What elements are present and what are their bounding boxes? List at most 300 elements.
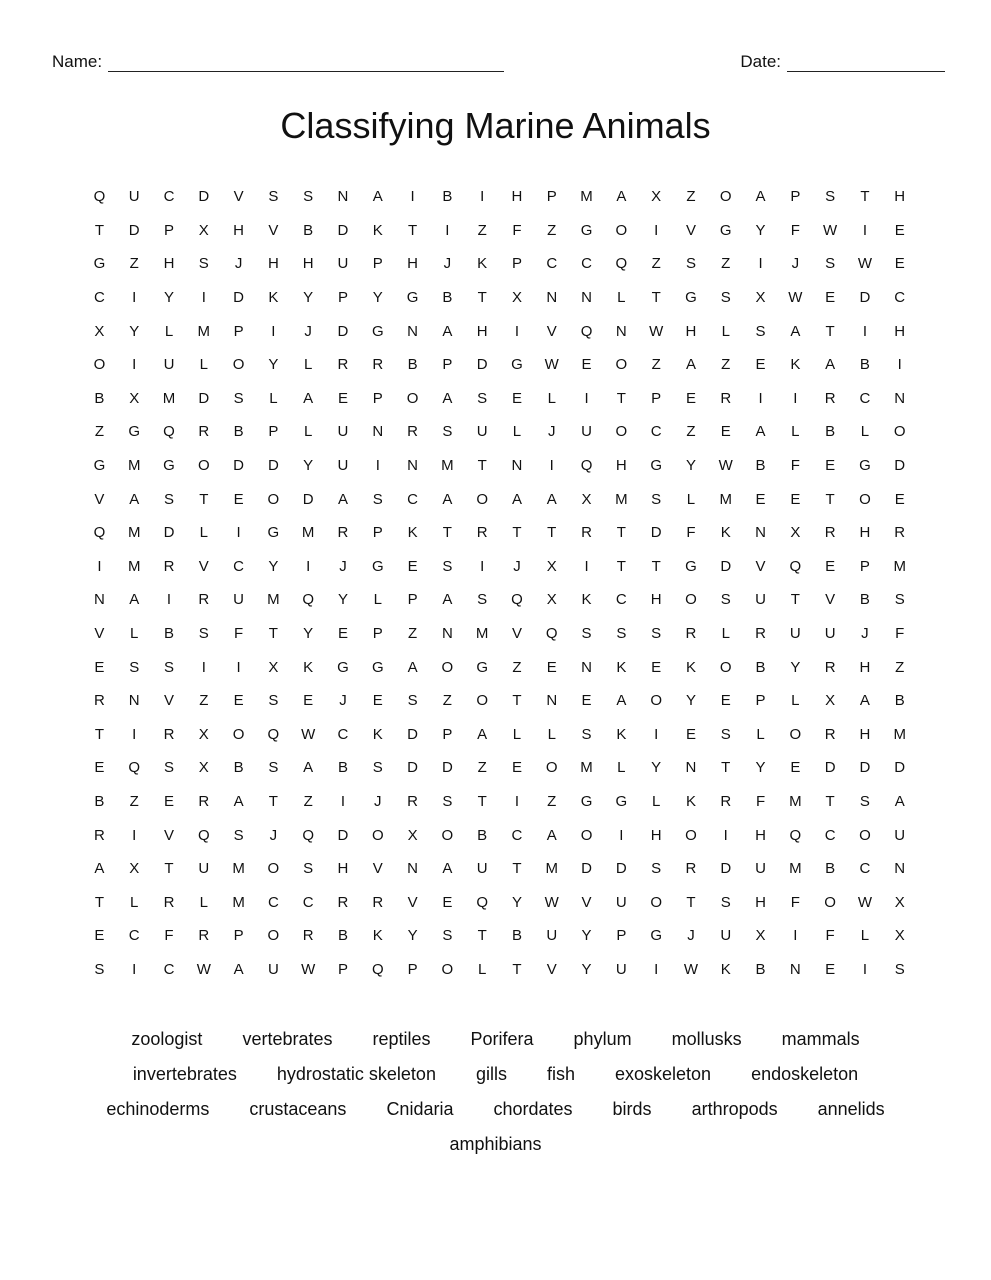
grid-letter[interactable]: B xyxy=(233,423,244,441)
grid-letter[interactable]: A xyxy=(407,658,418,676)
grid-letter[interactable]: F xyxy=(164,927,174,945)
grid-letter[interactable]: Y xyxy=(651,759,662,777)
grid-letter[interactable]: Q xyxy=(545,625,558,643)
grid-letter[interactable]: I xyxy=(480,557,485,575)
grid-letter[interactable]: A xyxy=(303,389,314,407)
grid-letter[interactable]: J xyxy=(443,255,452,273)
grid-letter[interactable]: K xyxy=(372,725,383,743)
grid-letter[interactable]: K xyxy=(477,255,488,273)
grid-letter[interactable]: W xyxy=(544,356,559,374)
grid-letter[interactable]: N xyxy=(755,524,766,542)
grid-letter[interactable]: D xyxy=(407,725,418,743)
grid-letter[interactable]: K xyxy=(616,725,627,743)
grid-letter[interactable]: V xyxy=(511,625,522,643)
grid-letter[interactable]: D xyxy=(198,389,210,407)
grid-letter[interactable]: N xyxy=(894,860,906,878)
grid-letter[interactable]: L xyxy=(199,524,208,542)
grid-letter[interactable]: O xyxy=(789,725,802,743)
grid-letter[interactable]: H xyxy=(859,658,871,676)
grid-letter[interactable]: O xyxy=(615,423,628,441)
grid-letter[interactable]: Z xyxy=(94,423,104,441)
grid-letter[interactable]: M xyxy=(127,457,141,475)
grid-letter[interactable]: O xyxy=(93,356,106,374)
grid-letter[interactable]: F xyxy=(512,221,522,239)
grid-letter[interactable]: I xyxy=(445,221,450,239)
grid-letter[interactable]: B xyxy=(94,792,105,810)
grid-letter[interactable]: A xyxy=(685,356,696,374)
grid-letter[interactable]: E xyxy=(894,255,905,273)
grid-letter[interactable]: H xyxy=(337,860,349,878)
grid-letter[interactable]: H xyxy=(859,725,871,743)
grid-letter[interactable]: E xyxy=(337,389,348,407)
grid-letter[interactable]: O xyxy=(615,221,628,239)
grid-letter[interactable]: W xyxy=(823,221,838,239)
grid-letter[interactable]: B xyxy=(303,221,314,239)
grid-letter[interactable]: I xyxy=(480,188,485,206)
grid-letter[interactable]: P xyxy=(407,960,418,978)
grid-letter[interactable]: S xyxy=(163,490,174,508)
grid-letter[interactable]: L xyxy=(199,893,208,911)
grid-letter[interactable]: R xyxy=(824,389,836,407)
grid-letter[interactable]: I xyxy=(97,557,102,575)
grid-letter[interactable]: X xyxy=(790,524,801,542)
grid-letter[interactable]: U xyxy=(720,927,732,945)
grid-letter[interactable]: M xyxy=(267,591,280,609)
grid-letter[interactable]: S xyxy=(720,289,731,307)
grid-letter[interactable]: Y xyxy=(511,893,522,911)
grid-letter[interactable]: I xyxy=(862,322,868,340)
grid-letter[interactable]: V xyxy=(233,188,244,206)
grid-letter[interactable]: C xyxy=(894,289,906,307)
grid-letter[interactable]: U xyxy=(476,860,488,878)
grid-letter[interactable]: N xyxy=(128,692,140,710)
grid-letter[interactable]: T xyxy=(477,289,487,307)
grid-letter[interactable]: N xyxy=(372,423,384,441)
grid-letter[interactable]: O xyxy=(441,960,454,978)
grid-letter[interactable]: N xyxy=(789,960,801,978)
grid-letter[interactable]: H xyxy=(650,826,662,844)
grid-letter[interactable]: A xyxy=(616,188,627,206)
grid-letter[interactable]: E xyxy=(720,692,731,710)
grid-letter[interactable]: C xyxy=(581,255,592,273)
grid-letter[interactable]: Z xyxy=(547,221,557,239)
grid-letter[interactable]: O xyxy=(232,725,245,743)
grid-letter[interactable]: R xyxy=(685,625,697,643)
grid-letter[interactable]: P xyxy=(755,692,766,710)
grid-letter[interactable]: T xyxy=(860,188,870,206)
grid-letter[interactable]: R xyxy=(337,356,349,374)
grid-letter[interactable]: D xyxy=(859,759,871,777)
grid-letter[interactable]: R xyxy=(337,893,349,911)
grid-letter[interactable]: I xyxy=(549,457,554,475)
grid-letter[interactable]: T xyxy=(164,860,174,878)
grid-letter[interactable]: J xyxy=(791,255,800,273)
grid-letter[interactable]: L xyxy=(304,356,313,374)
grid-letter[interactable]: Y xyxy=(163,289,174,307)
grid-letter[interactable]: O xyxy=(545,759,558,777)
grid-letter[interactable]: D xyxy=(233,289,244,307)
grid-letter[interactable]: R xyxy=(372,893,384,911)
grid-letter[interactable]: O xyxy=(719,658,732,676)
grid-letter[interactable]: U xyxy=(267,960,279,978)
grid-letter[interactable]: Z xyxy=(477,759,487,777)
grid-letter[interactable]: K xyxy=(372,927,383,945)
grid-letter[interactable]: E xyxy=(94,927,105,945)
grid-letter[interactable]: E xyxy=(894,490,905,508)
grid-letter[interactable]: T xyxy=(512,960,522,978)
grid-letter[interactable]: T xyxy=(268,625,278,643)
grid-letter[interactable]: R xyxy=(894,524,906,542)
grid-letter[interactable]: E xyxy=(337,625,348,643)
grid-letter[interactable]: B xyxy=(894,692,905,710)
grid-letter[interactable]: C xyxy=(267,893,279,911)
grid-letter[interactable]: V xyxy=(581,893,592,911)
grid-letter[interactable]: A xyxy=(825,356,836,374)
grid-letter[interactable]: E xyxy=(407,557,418,575)
grid-letter[interactable]: G xyxy=(511,356,523,374)
grid-letter[interactable]: M xyxy=(719,490,732,508)
grid-letter[interactable]: G xyxy=(580,221,593,239)
grid-letter[interactable]: W xyxy=(857,893,873,911)
grid-letter[interactable]: F xyxy=(234,625,244,643)
grid-letter[interactable]: E xyxy=(94,658,105,676)
grid-letter[interactable]: A xyxy=(233,960,244,978)
grid-letter[interactable]: T xyxy=(825,792,835,810)
grid-letter[interactable]: M xyxy=(789,792,802,810)
grid-letter[interactable]: O xyxy=(859,826,871,844)
grid-letter[interactable]: H xyxy=(267,255,279,273)
grid-letter[interactable]: M xyxy=(893,557,906,575)
grid-letter[interactable]: G xyxy=(93,457,106,475)
grid-letter[interactable]: O xyxy=(476,692,488,710)
grid-letter[interactable]: T xyxy=(651,557,661,575)
grid-letter[interactable]: S xyxy=(894,960,905,978)
grid-letter[interactable]: T xyxy=(512,524,522,542)
grid-letter[interactable]: A xyxy=(129,591,140,609)
grid-letter[interactable]: D xyxy=(894,457,906,475)
grid-letter[interactable]: T xyxy=(616,557,626,575)
grid-letter[interactable]: O xyxy=(650,692,662,710)
grid-letter[interactable]: N xyxy=(581,289,592,307)
grid-letter[interactable]: A xyxy=(546,490,557,508)
grid-letter[interactable]: W xyxy=(683,960,699,978)
grid-letter[interactable]: R xyxy=(198,423,210,441)
grid-letter[interactable]: E xyxy=(825,289,836,307)
grid-letter[interactable]: P xyxy=(233,322,244,340)
grid-letter[interactable]: X xyxy=(268,658,279,676)
grid-letter[interactable]: H xyxy=(615,457,627,475)
grid-letter[interactable]: D xyxy=(407,759,418,777)
grid-letter[interactable]: U xyxy=(546,927,558,945)
grid-letter[interactable]: O xyxy=(267,860,280,878)
grid-letter[interactable]: X xyxy=(129,389,140,407)
grid-letter[interactable]: B xyxy=(511,927,522,945)
grid-letter[interactable]: E xyxy=(720,423,731,441)
grid-letter[interactable]: U xyxy=(824,625,836,643)
grid-letter[interactable]: F xyxy=(825,927,835,945)
grid-letter[interactable]: W xyxy=(857,255,873,273)
grid-letter[interactable]: H xyxy=(163,255,175,273)
grid-letter[interactable]: Z xyxy=(199,692,209,710)
grid-letter[interactable]: S xyxy=(581,725,592,743)
grid-letter[interactable]: X xyxy=(198,725,209,743)
grid-letter[interactable]: K xyxy=(685,658,696,676)
grid-letter[interactable]: L xyxy=(130,893,139,911)
grid-letter[interactable]: C xyxy=(859,389,871,407)
grid-letter[interactable]: N xyxy=(615,322,627,340)
grid-letter[interactable]: E xyxy=(581,356,592,374)
grid-letter[interactable]: M xyxy=(615,490,628,508)
grid-letter[interactable]: D xyxy=(581,860,592,878)
grid-letter[interactable]: Q xyxy=(789,826,802,844)
grid-letter[interactable]: T xyxy=(477,927,487,945)
grid-letter[interactable]: S xyxy=(685,255,696,273)
grid-letter[interactable]: B xyxy=(442,188,453,206)
grid-letter[interactable]: D xyxy=(650,524,662,542)
grid-letter[interactable]: R xyxy=(824,524,836,542)
grid-letter[interactable]: D xyxy=(615,860,627,878)
grid-letter[interactable]: Q xyxy=(93,524,106,542)
grid-letter[interactable]: L xyxy=(164,322,174,340)
grid-letter[interactable]: Z xyxy=(303,792,313,810)
grid-letter[interactable]: V xyxy=(685,221,696,239)
grid-letter[interactable]: C xyxy=(859,860,871,878)
grid-letter[interactable]: N xyxy=(407,860,418,878)
grid-letter[interactable]: I xyxy=(166,591,172,609)
grid-letter[interactable]: P xyxy=(337,289,348,307)
grid-letter[interactable]: S xyxy=(894,591,905,609)
grid-letter[interactable]: I xyxy=(132,725,137,743)
grid-letter[interactable]: A xyxy=(442,389,453,407)
grid-letter[interactable]: T xyxy=(651,289,661,307)
grid-letter[interactable]: I xyxy=(619,826,624,844)
grid-letter[interactable]: L xyxy=(617,289,626,307)
grid-letter[interactable]: L xyxy=(512,423,522,441)
grid-letter[interactable]: M xyxy=(789,860,802,878)
grid-letter[interactable]: X xyxy=(407,826,418,844)
grid-letter[interactable]: U xyxy=(581,423,592,441)
grid-letter[interactable]: I xyxy=(654,725,659,743)
grid-letter[interactable]: O xyxy=(476,490,488,508)
grid-letter[interactable]: L xyxy=(860,927,870,945)
grid-letter[interactable]: N xyxy=(511,457,523,475)
grid-letter[interactable]: W xyxy=(788,289,803,307)
grid-letter[interactable]: Q xyxy=(371,960,384,978)
grid-letter[interactable]: T xyxy=(199,490,209,508)
grid-letter[interactable]: U xyxy=(337,255,349,273)
grid-letter[interactable]: D xyxy=(337,322,349,340)
grid-letter[interactable]: N xyxy=(685,759,697,777)
grid-letter[interactable]: M xyxy=(475,625,489,643)
grid-letter[interactable]: C xyxy=(650,423,662,441)
grid-letter[interactable]: T xyxy=(616,524,626,542)
grid-letter[interactable]: A xyxy=(790,322,801,340)
grid-letter[interactable]: P xyxy=(372,389,383,407)
grid-letter[interactable]: I xyxy=(897,356,902,374)
grid-letter[interactable]: C xyxy=(93,289,105,307)
grid-letter[interactable]: M xyxy=(127,557,141,575)
grid-letter[interactable]: L xyxy=(721,625,730,643)
grid-letter[interactable]: U xyxy=(233,591,244,609)
grid-letter[interactable]: X xyxy=(198,221,209,239)
grid-letter[interactable]: A xyxy=(303,759,314,777)
grid-letter[interactable]: A xyxy=(442,490,453,508)
grid-letter[interactable]: M xyxy=(301,524,315,542)
date-blank-line[interactable] xyxy=(787,53,945,72)
grid-letter[interactable]: A xyxy=(129,490,140,508)
grid-letter[interactable]: Y xyxy=(303,289,314,307)
grid-letter[interactable]: U xyxy=(789,625,801,643)
grid-letter[interactable]: R xyxy=(163,725,175,743)
grid-letter[interactable]: E xyxy=(546,658,557,676)
grid-letter[interactable]: X xyxy=(894,893,905,911)
grid-letter[interactable]: P xyxy=(372,255,383,273)
grid-letter[interactable]: A xyxy=(546,826,557,844)
date-field[interactable] xyxy=(740,52,945,72)
grid-letter[interactable]: D xyxy=(337,221,349,239)
grid-letter[interactable]: D xyxy=(163,524,175,542)
grid-letter[interactable]: P xyxy=(372,625,383,643)
grid-letter[interactable]: O xyxy=(893,423,906,441)
grid-letter[interactable]: S xyxy=(825,188,836,206)
grid-letter[interactable]: O xyxy=(650,893,662,911)
grid-letter[interactable]: E xyxy=(372,692,383,710)
grid-letter[interactable]: R xyxy=(685,860,697,878)
grid-letter[interactable]: E xyxy=(233,692,244,710)
grid-letter[interactable]: M xyxy=(893,725,906,743)
grid-letter[interactable]: G xyxy=(406,289,419,307)
grid-letter[interactable]: S xyxy=(303,860,314,878)
grid-letter[interactable]: R xyxy=(407,792,418,810)
grid-letter[interactable]: I xyxy=(793,927,798,945)
grid-letter[interactable]: V xyxy=(94,625,105,643)
grid-letter[interactable]: Y xyxy=(755,759,766,777)
grid-letter[interactable]: T xyxy=(721,759,731,777)
grid-letter[interactable]: E xyxy=(790,490,801,508)
grid-letter[interactable]: F xyxy=(790,457,800,475)
grid-letter[interactable]: H xyxy=(894,322,906,340)
grid-letter[interactable]: R xyxy=(476,524,488,542)
grid-letter[interactable]: D xyxy=(233,457,244,475)
grid-letter[interactable]: M xyxy=(441,457,454,475)
grid-letter[interactable]: X xyxy=(546,591,557,609)
grid-letter[interactable]: P xyxy=(651,389,662,407)
grid-letter[interactable]: H xyxy=(233,221,244,239)
grid-letter[interactable]: S xyxy=(442,557,453,575)
grid-letter[interactable]: O xyxy=(441,826,454,844)
grid-letter[interactable]: I xyxy=(201,289,206,307)
grid-letter[interactable]: N xyxy=(93,591,105,609)
grid-letter[interactable]: G xyxy=(128,423,141,441)
grid-letter[interactable]: H xyxy=(511,188,523,206)
grid-letter[interactable]: Q xyxy=(163,423,175,441)
grid-letter[interactable]: W xyxy=(196,960,211,978)
grid-letter[interactable]: Y xyxy=(268,356,279,374)
grid-letter[interactable]: B xyxy=(337,759,348,777)
grid-letter[interactable]: F xyxy=(755,792,766,810)
grid-letter[interactable]: U xyxy=(198,860,210,878)
grid-letter[interactable]: W xyxy=(301,960,316,978)
grid-letter[interactable]: Z xyxy=(721,255,731,273)
grid-letter[interactable]: Q xyxy=(267,725,280,743)
grid-letter[interactable]: P xyxy=(511,255,522,273)
grid-letter[interactable]: I xyxy=(201,658,206,676)
grid-letter[interactable]: X xyxy=(651,188,662,206)
grid-letter[interactable]: Z xyxy=(547,792,557,810)
grid-letter[interactable]: Z xyxy=(129,255,139,273)
grid-letter[interactable]: R xyxy=(93,692,105,710)
grid-letter[interactable]: I xyxy=(340,792,346,810)
grid-letter[interactable]: Y xyxy=(581,960,592,978)
grid-letter[interactable]: L xyxy=(199,356,208,374)
grid-letter[interactable]: K xyxy=(720,960,731,978)
grid-letter[interactable]: T xyxy=(407,221,418,239)
grid-letter[interactable]: T xyxy=(94,893,104,911)
grid-letter[interactable]: D xyxy=(337,826,349,844)
grid-letter[interactable]: S xyxy=(268,692,279,710)
grid-letter[interactable]: X xyxy=(825,692,836,710)
grid-letter[interactable]: W xyxy=(718,457,733,475)
grid-letter[interactable]: Q xyxy=(476,893,488,911)
grid-letter[interactable]: Z xyxy=(512,658,522,676)
grid-letter[interactable]: Q xyxy=(789,557,802,575)
grid-letter[interactable]: I xyxy=(306,557,311,575)
grid-letter[interactable]: Y xyxy=(303,625,314,643)
grid-letter[interactable]: G xyxy=(615,792,628,810)
grid-letter[interactable]: T xyxy=(616,389,626,407)
grid-letter[interactable]: Z xyxy=(895,658,905,676)
grid-letter[interactable]: J xyxy=(304,322,312,340)
grid-letter[interactable]: J xyxy=(687,927,695,945)
grid-letter[interactable]: Q xyxy=(128,759,141,777)
grid-letter[interactable]: O xyxy=(615,356,628,374)
grid-letter[interactable]: G xyxy=(476,658,488,676)
grid-letter[interactable]: A xyxy=(372,188,383,206)
grid-letter[interactable]: O xyxy=(267,927,280,945)
grid-letter[interactable]: S xyxy=(94,960,105,978)
grid-letter[interactable]: D xyxy=(128,221,140,239)
grid-letter[interactable]: M xyxy=(545,860,558,878)
grid-letter[interactable]: P xyxy=(407,591,418,609)
grid-letter[interactable]: H xyxy=(894,188,906,206)
grid-letter[interactable]: W xyxy=(649,322,664,340)
grid-letter[interactable]: S xyxy=(442,423,453,441)
grid-letter[interactable]: G xyxy=(93,255,106,273)
grid-letter[interactable]: N xyxy=(407,322,418,340)
grid-letter[interactable]: T xyxy=(825,322,835,340)
grid-letter[interactable]: P xyxy=(442,356,453,374)
grid-letter[interactable]: Y xyxy=(337,591,348,609)
grid-letter[interactable]: B xyxy=(755,457,766,475)
grid-letter[interactable]: L xyxy=(512,725,522,743)
grid-letter[interactable]: U xyxy=(755,860,766,878)
grid-letter[interactable]: W xyxy=(544,893,559,911)
grid-letter[interactable]: P xyxy=(442,725,453,743)
grid-letter[interactable]: K xyxy=(616,658,627,676)
grid-letter[interactable]: L xyxy=(373,591,382,609)
grid-letter[interactable]: H xyxy=(476,322,488,340)
grid-letter[interactable]: R xyxy=(198,792,210,810)
grid-letter[interactable]: V xyxy=(198,557,209,575)
grid-letter[interactable]: S xyxy=(407,692,418,710)
grid-letter[interactable]: V xyxy=(825,591,836,609)
grid-letter[interactable]: A xyxy=(442,322,453,340)
grid-letter[interactable]: C xyxy=(511,826,523,844)
grid-letter[interactable]: L xyxy=(477,960,487,978)
grid-letter[interactable]: O xyxy=(580,826,593,844)
grid-letter[interactable]: I xyxy=(132,289,137,307)
grid-letter[interactable]: N xyxy=(407,457,418,475)
